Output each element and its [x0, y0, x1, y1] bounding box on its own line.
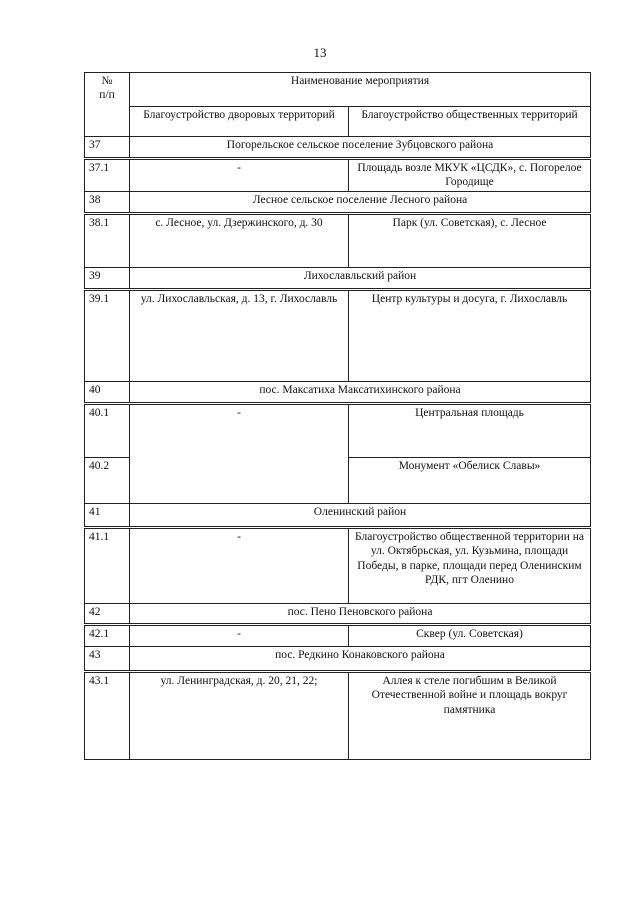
row-number: 41 [85, 504, 130, 528]
table-row [85, 647, 591, 672]
table-row [85, 268, 591, 290]
table-row [85, 382, 591, 404]
row-number: 43 [85, 647, 130, 672]
public-cell: Парк (ул. Советская), с. Лесное [349, 214, 591, 268]
section-title: Лихославльский район [130, 268, 591, 290]
table-row [85, 528, 591, 604]
yard-cell: ул. Ленинградская, д. 20, 21, 22; [130, 672, 349, 760]
row-number: 39.1 [85, 290, 130, 382]
yard-cell: с. Лесное, ул. Дзержинского, д. 30 [130, 214, 349, 268]
row-number: 40 [85, 382, 130, 404]
section-title: пос. Редкино Конаковского района [130, 647, 591, 672]
yard-cell: - [130, 159, 349, 192]
yard-cell: - [130, 404, 349, 504]
events-table [84, 72, 591, 760]
public-cell: Монумент «Обелиск Славы» [349, 458, 591, 504]
row-number: 40.1 [85, 404, 130, 458]
row-number: 37 [85, 137, 130, 159]
row-number: 39 [85, 268, 130, 290]
table-row [85, 214, 591, 268]
public-cell: Центральная площадь [349, 404, 591, 458]
table-row [85, 159, 591, 192]
table-row [85, 504, 591, 528]
table-row [85, 192, 591, 214]
section-title: Погорельское сельское поселение Зубцовского района [130, 137, 591, 159]
section-title: пос. Пено Пеновского района [130, 604, 591, 625]
row-number: 43.1 [85, 672, 130, 760]
public-cell: Благоустройство общественной территории на ул. Октябрьская, ул. Кузьмина, площади Победы, в парке, площади перед Оленинским РДК, пгт Оленино [349, 528, 591, 604]
row-number: 37.1 [85, 159, 130, 192]
public-cell: Сквер (ул. Советская) [349, 625, 591, 647]
table-row [85, 604, 591, 625]
section-title: пос. Максатиха Максатихинского района [130, 382, 591, 404]
row-number: 42 [85, 604, 130, 625]
header-public-improvement: Благоустройство общественных территорий [349, 107, 591, 137]
public-cell: Площадь возле МКУК «ЦСДК», с. Погорелое Городище [349, 159, 591, 192]
header-event-name: Наименование мероприятия [130, 73, 591, 107]
table-row [85, 625, 591, 647]
yard-cell: - [130, 625, 349, 647]
table-row [85, 137, 591, 159]
section-title: Лесное сельское поселение Лесного района [130, 192, 591, 214]
yard-cell: - [130, 528, 349, 604]
table-row [85, 404, 591, 458]
table-header-row [85, 73, 591, 107]
public-cell: Аллея к стеле погибшим в Великой Отечественной войне и площадь вокруг памятника [349, 672, 591, 760]
header-yard-improvement: Благоустройство дворовых территорий [130, 107, 349, 137]
header-number: № п/п [85, 73, 130, 137]
row-number: 42.1 [85, 625, 130, 647]
public-cell: Центр культуры и досуга, г. Лихославль [349, 290, 591, 382]
row-number: 41.1 [85, 528, 130, 604]
row-number: 38.1 [85, 214, 130, 268]
yard-cell: ул. Лихославльская, д. 13, г. Лихославль [130, 290, 349, 382]
section-title: Оленинский район [130, 504, 591, 528]
page-number: 13 [313, 45, 327, 60]
table-row [85, 290, 591, 382]
row-number: 38 [85, 192, 130, 214]
row-number: 40.2 [85, 458, 130, 504]
table-row [85, 672, 591, 760]
table-subheader-row [85, 107, 591, 137]
